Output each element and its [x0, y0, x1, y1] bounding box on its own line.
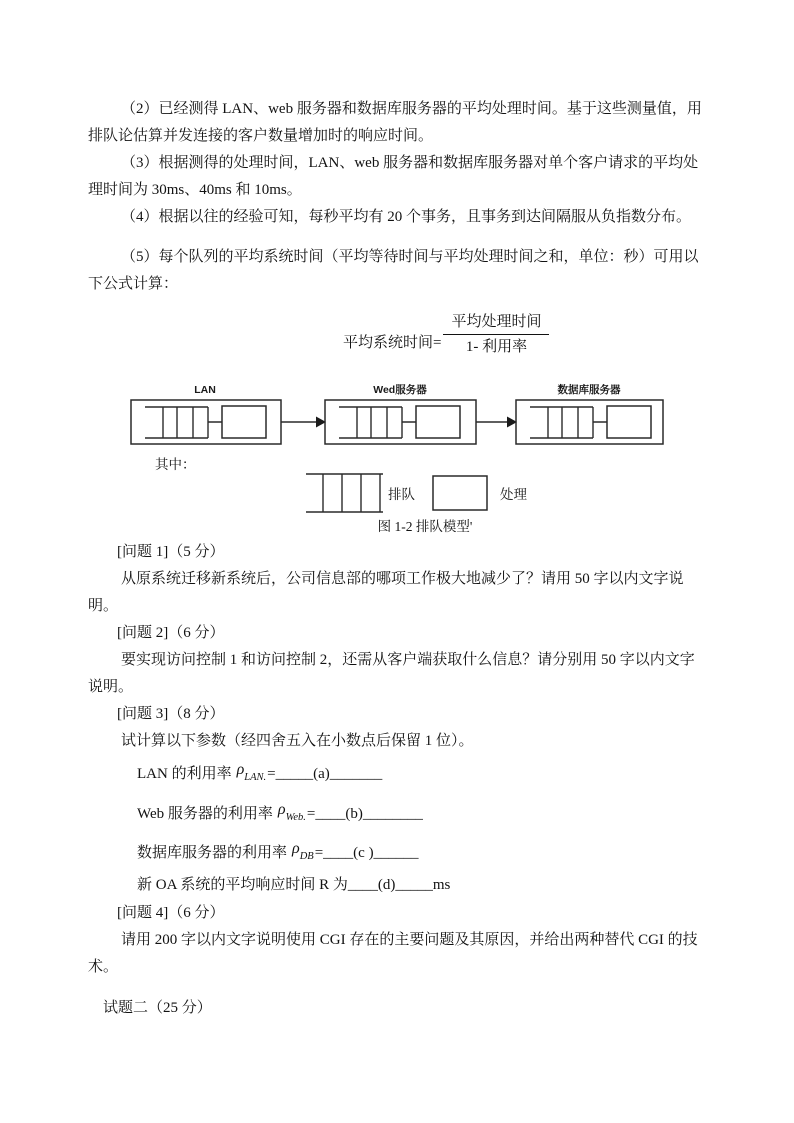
- param-line-lan-utilization: [88, 755, 705, 793]
- question-1-heading: [问题 1]（5 分）: [117, 544, 225, 560]
- db-server-node: [516, 400, 663, 444]
- param-line-response-time: 新 OA 系统的平均响应时间 R 为____(d)_____ms: [137, 877, 451, 893]
- param-c-blank: =____(c )______: [314, 845, 419, 861]
- queue-icon: [145, 407, 222, 438]
- question-2-body: 要实现访问控制 1 和访问控制 2，还需从客户端获取什么信息？请分别用 50 字以内文字说明。: [88, 652, 695, 695]
- legend-intro-label: 其中：: [155, 457, 196, 472]
- legend-queue-label: 排队: [388, 487, 415, 502]
- process-box: [416, 406, 460, 438]
- formula-numerator: 平均处理时间: [443, 312, 549, 335]
- node-label-lan: LAN: [194, 384, 216, 396]
- queue-model-diagram: [125, 379, 670, 535]
- param-b-prefix: Web 服务器的利用率: [137, 806, 273, 822]
- web-server-node: [325, 400, 476, 444]
- legend-queue-icon: [306, 474, 383, 512]
- intro-paragraph-3: （3）根据测得的处理时间，LAN、web 服务器和数据库服务器对单个客户请求的平均处理时间为 30ms、40ms 和 10ms。: [88, 155, 699, 198]
- rho-db-symbol: $\rho_{DB}$: [292, 840, 314, 863]
- section-2-heading: 试题二（25 分）: [103, 1000, 212, 1016]
- param-line-db-utilization: [88, 834, 705, 871]
- question-4-heading: [问题 4]（6 分）: [117, 905, 225, 921]
- formula-denominator: 1- 利用率: [465, 339, 528, 355]
- param-a-prefix: LAN 的利用率: [137, 766, 232, 782]
- process-box: [607, 406, 651, 438]
- question-3-body: 试计算以下参数（经四舍五入在小数点后保留 1 位）。: [121, 733, 474, 749]
- lan-node: [131, 400, 281, 444]
- intro-paragraph-2: （2）已经测得 LAN、web 服务器和数据库服务器的平均处理时间。基于这些测量值，用排队论估算并发连接的客户数量增加时的响应时间。: [88, 101, 702, 144]
- param-line-web-utilization: [88, 793, 705, 834]
- queue-icon: [339, 407, 416, 438]
- question-3-heading: [问题 3]（8 分）: [117, 706, 225, 722]
- param-b-blank: =____(b)________: [306, 806, 423, 822]
- node-label-db-server: 数据库服务器: [557, 384, 621, 396]
- arrow-web-to-db: [476, 417, 517, 428]
- question-4-body: 请用 200 字以内文字说明使用 CGI 存在的主要问题及其原因，并给出两种替代 CGI 的技术。: [88, 932, 698, 975]
- param-a-blank: =_____(a)_______: [267, 766, 383, 782]
- figure-caption: 图 1-2 排队模型': [377, 519, 473, 534]
- average-system-time-formula: [343, 312, 705, 357]
- legend-process-label: 处理: [500, 487, 527, 502]
- rho-web-symbol: $\rho_{Web.}$: [277, 801, 306, 824]
- param-c-prefix: 数据库服务器的利用率: [137, 845, 288, 861]
- arrow-lan-to-web: [281, 417, 326, 428]
- question-2-heading: [问题 2]（6 分）: [117, 625, 225, 641]
- formula-fraction: [443, 312, 549, 357]
- formula-lhs: 平均系统时间=: [343, 335, 442, 351]
- node-label-web-server: Wed服务器: [373, 384, 427, 396]
- legend-process-icon: [433, 476, 487, 510]
- rho-lan-symbol: $\rho_{LAN.}$: [236, 761, 267, 784]
- queue-icon: [530, 407, 607, 438]
- process-box: [222, 406, 266, 438]
- intro-paragraph-4: （4）根据以往的经验可知，每秒平均有 20 个事务，且事务到达间隔服从负指数分布。: [121, 209, 692, 225]
- question-1-body: 从原系统迁移新系统后，公司信息部的哪项工作极大地减少了？请用 50 字以内文字说明。: [88, 571, 684, 614]
- intro-paragraph-5: （5）每个队列的平均系统时间（平均等待时间与平均处理时间之和，单位：秒）可用以下公式计算：: [88, 249, 699, 292]
